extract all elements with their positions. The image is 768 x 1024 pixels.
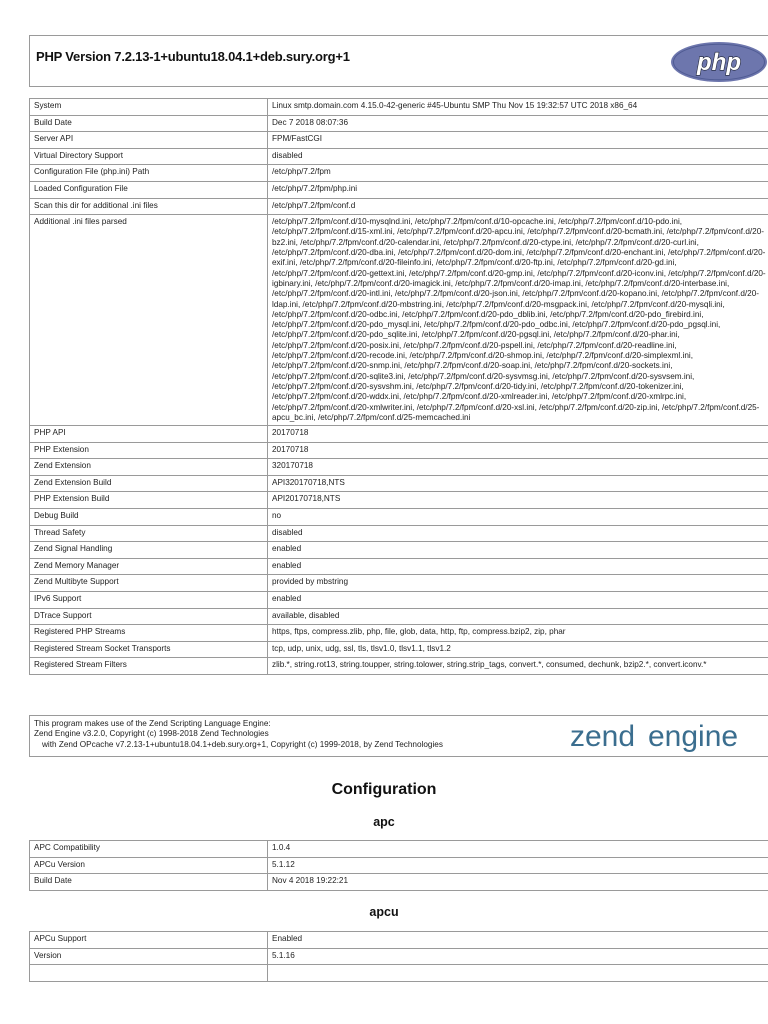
row-value: Nov 4 2018 19:22:21	[268, 874, 768, 891]
table-row	[30, 509, 768, 526]
table-row	[30, 442, 768, 459]
table-row	[30, 165, 768, 182]
row-value: disabled	[268, 525, 768, 542]
row-key: Registered Stream Socket Transports	[30, 641, 268, 658]
row-key: PHP API	[30, 426, 268, 443]
row-value: zlib.*, string.rot13, string.toupper, string.tolower, string.strip_tags, convert.*, consumed, dechunk, bzip2.*, convert.iconv.*	[268, 658, 768, 675]
row-key: Scan this dir for additional .ini files	[30, 198, 268, 215]
apcu-heading: apcu	[369, 905, 399, 919]
row-value: /etc/php/7.2/fpm	[268, 165, 768, 182]
table-row	[30, 181, 768, 198]
table-row	[30, 132, 768, 149]
apc-heading: apc	[373, 815, 395, 829]
table-row	[30, 965, 768, 982]
svg-text:zend: zend	[570, 720, 636, 753]
php-version-header	[29, 35, 768, 87]
row-value: /etc/php/7.2/fpm/conf.d/10-mysqlnd.ini, /etc/php/7.2/fpm/conf.d/10-opcache.ini, /etc/php/7.2/fpm/conf.d/10-pdo.ini, /etc/php/7.2/fpm/conf.d/15-xml.ini, /etc/php/7.2/fpm/conf.d/20-apcu.ini, /etc/php/7.2/fpm/conf.d/20-bcmath.ini, /etc/php/7.2/fpm/conf.d/20-bz2.ini, /etc/php/7.2/fpm/conf.d/20-calendar.ini, /etc/php/7.2/fpm/conf.d/20-ctype.ini, /etc/php/7.2/fpm/conf.d/20-curl.ini, /etc/php/7.2/fpm/conf.d/20-dba.ini, /etc/php/7.2/fpm/conf.d/20-dom.ini, /etc/php/7.2/fpm/conf.d/20-enchant.ini, /etc/php/7.2/fpm/conf.d/20-exif.ini, /etc/php/7.2/fpm/conf.d/20-fileinfo.ini, /etc/php/7.2/fpm/conf.d/20-ftp.ini, /etc/php/7.2/fpm/conf.d/20-gd.ini, /etc/php/7.2/fpm/conf.d/20-gettext.ini, /etc/php/7.2/fpm/conf.d/20-gmp.ini, /etc/php/7.2/fpm/conf.d/20-iconv.ini, /etc/php/7.2/fpm/conf.d/20-igbinary.ini, /etc/php/7.2/fpm/conf.d/20-imagick.ini, /etc/php/7.2/fpm/conf.d/20-imap.ini, /etc/php/7.2/fpm/conf.d/20-interbase.ini, /etc/php/7.2/fpm/conf.d/20-intl.ini, /etc/php/7.2/fpm/conf.d/20-json.ini, /etc/php/7.2/fpm/conf.d/20-kopano.ini, /etc/php/7.2/fpm/conf.d/20-ldap.ini, /etc/php/7.2/fpm/conf.d/20-mbstring.ini, /etc/php/7.2/fpm/conf.d/20-msgpack.ini, /etc/php/7.2/fpm/conf.d/20-mysqli.ini, /etc/php/7.2/fpm/conf.d/20-odbc.ini, /etc/php/7.2/fpm/conf.d/20-pdo_dblib.ini, /etc/php/7.2/fpm/conf.d/20-pdo_firebird.ini, /etc/php/7.2/fpm/conf.d/20-pdo_mysql.ini, /etc/php/7.2/fpm/conf.d/20-pdo_odbc.ini, /etc/php/7.2/fpm/conf.d/20-pdo_pgsql.ini, /etc/php/7.2/fpm/conf.d/20-pdo_sqlite.ini, /etc/php/7.2/fpm/conf.d/20-pgsql.ini, /etc/php/7.2/fpm/conf.d/20-phar.ini, /etc/php/7.2/fpm/conf.d/20-posix.ini, /etc/php/7.2/fpm/conf.d/20-pspell.ini, /etc/php/7.2/fpm/conf.d/20-readline.ini, /etc/php/7.2/fpm/conf.d/20-recode.ini, /etc/php/7.2/fpm/conf.d/20-shmop.ini, /etc/php/7.2/fpm/conf.d/20-simplexml.ini, /etc/php/7.2/fpm/conf.d/20-snmp.ini, /etc/php/7.2/fpm/conf.d/20-soap.ini, /etc/php/7.2/fpm/conf.d/20-sockets.ini, /etc/php/7.2/fpm/conf.d/20-sqlite3.ini, /etc/php/7.2/fpm/conf.d/20-sysvmsg.ini, /etc/php/7.2/fpm/conf.d/20-sysvsem.ini, /etc/php/7.2/fpm/conf.d/20-sysvshm.ini, /etc/php/7.2/fpm/conf.d/20-tidy.ini, /etc/php/7.2/fpm/conf.d/20-tokenizer.ini, /etc/php/7.2/fpm/conf.d/20-wddx.ini, /etc/php/7.2/fpm/conf.d/20-xmlreader.ini, /etc/php/7.2/fpm/conf.d/20-xmlrpc.ini, /etc/php/7.2/fpm/conf.d/20-xmlwriter.ini, /etc/php/7.2/fpm/conf.d/20-xsl.ini, /etc/php/7.2/fpm/conf.d/20-zip.ini, /etc/php/7.2/fpm/conf.d/25-apcu_bc.ini, /etc/php/7.2/fpm/conf.d/25-memcached.ini	[268, 215, 768, 426]
row-key: System	[30, 99, 268, 116]
row-value: Dec 7 2018 08:07:36	[268, 115, 768, 132]
apc-table	[29, 840, 768, 891]
row-value: enabled	[268, 542, 768, 559]
table-row	[30, 857, 768, 874]
row-key: Debug Build	[30, 509, 268, 526]
table-row	[30, 115, 768, 132]
configuration-heading: Configuration	[331, 781, 437, 798]
row-value: https, ftps, compress.zlib, php, file, glob, data, http, ftp, compress.bzip2, zip, phar	[268, 625, 768, 642]
row-key: APC Compatibility	[30, 841, 268, 858]
row-key: PHP Extension Build	[30, 492, 268, 509]
table-row	[30, 932, 768, 949]
row-key	[30, 965, 268, 982]
row-value: API20170718,NTS	[268, 492, 768, 509]
row-key: Zend Memory Manager	[30, 558, 268, 575]
row-key: Zend Signal Handling	[30, 542, 268, 559]
row-value: available, disabled	[268, 608, 768, 625]
row-key: Virtual Directory Support	[30, 148, 268, 165]
row-key: PHP Extension	[30, 442, 268, 459]
zend-credit-line: Zend Engine v3.2.0, Copyright (c) 1998-2018 Zend Technologies	[34, 729, 269, 739]
row-value: Linux smtp.domain.com 4.15.0-42-generic #45-Ubuntu SMP Thu Nov 15 19:32:57 UTC 2018 x86_64	[268, 99, 768, 116]
table-row	[30, 215, 768, 426]
zend-engine-credits	[34, 719, 443, 750]
row-key: Server API	[30, 132, 268, 149]
row-value: enabled	[268, 558, 768, 575]
system-info-table	[29, 98, 768, 675]
row-value: FPM/FastCGI	[268, 132, 768, 149]
table-row	[30, 99, 768, 116]
svg-text:php: php	[697, 49, 741, 76]
row-value: provided by mbstring	[268, 575, 768, 592]
row-key: Zend Multibyte Support	[30, 575, 268, 592]
row-value	[268, 965, 768, 982]
zend-credit-line: This program makes use of the Zend Scripting Language Engine:	[34, 719, 271, 728]
zend-engine-logo	[570, 720, 766, 754]
row-key: APCu Support	[30, 932, 268, 949]
table-row	[30, 658, 768, 675]
table-row	[30, 426, 768, 443]
row-key: Zend Extension Build	[30, 475, 268, 492]
table-row	[30, 492, 768, 509]
table-row	[30, 592, 768, 609]
table-row	[30, 948, 768, 965]
zend-engine-banner	[29, 715, 768, 757]
row-value: 5.1.16	[268, 948, 768, 965]
row-value: enabled	[268, 592, 768, 609]
php-logo	[670, 41, 768, 83]
row-value: 1.0.4	[268, 841, 768, 858]
row-key: Registered PHP Streams	[30, 625, 268, 642]
row-key: Build Date	[30, 874, 268, 891]
row-value: 5.1.12	[268, 857, 768, 874]
row-value: tcp, udp, unix, udg, ssl, tls, tlsv1.0, tlsv1.1, tlsv1.2	[268, 641, 768, 658]
row-key: DTrace Support	[30, 608, 268, 625]
table-row	[30, 608, 768, 625]
row-value: Enabled	[268, 932, 768, 949]
page-title: PHP Version 7.2.13-1+ubuntu18.04.1+deb.sury.org+1	[36, 49, 350, 64]
apcu-table	[29, 931, 768, 982]
table-row	[30, 575, 768, 592]
table-row	[30, 198, 768, 215]
row-value: 20170718	[268, 442, 768, 459]
row-value: /etc/php/7.2/fpm/conf.d	[268, 198, 768, 215]
row-key: Registered Stream Filters	[30, 658, 268, 675]
row-key: APCu Version	[30, 857, 268, 874]
row-key: Build Date	[30, 115, 268, 132]
table-row	[30, 475, 768, 492]
table-row	[30, 148, 768, 165]
svg-text:engine: engine	[648, 720, 739, 753]
row-value: no	[268, 509, 768, 526]
row-key: Zend Extension	[30, 459, 268, 476]
table-row	[30, 558, 768, 575]
row-value: disabled	[268, 148, 768, 165]
table-row	[30, 542, 768, 559]
row-value: 320170718	[268, 459, 768, 476]
table-row	[30, 641, 768, 658]
row-key: Additional .ini files parsed	[30, 215, 268, 426]
row-key: Loaded Configuration File	[30, 181, 268, 198]
table-row	[30, 459, 768, 476]
row-key: Version	[30, 948, 268, 965]
row-key: IPv6 Support	[30, 592, 268, 609]
table-row	[30, 841, 768, 858]
table-row	[30, 525, 768, 542]
row-key: Thread Safety	[30, 525, 268, 542]
zend-credit-line: with Zend OPcache v7.2.13-1+ubuntu18.04.1+deb.sury.org+1, Copyright (c) 1999-2018, by Zend Technologies	[42, 739, 443, 749]
row-value: API320170718,NTS	[268, 475, 768, 492]
table-row	[30, 625, 768, 642]
row-value: /etc/php/7.2/fpm/php.ini	[268, 181, 768, 198]
row-key: Configuration File (php.ini) Path	[30, 165, 268, 182]
table-row	[30, 874, 768, 891]
row-value: 20170718	[268, 426, 768, 443]
